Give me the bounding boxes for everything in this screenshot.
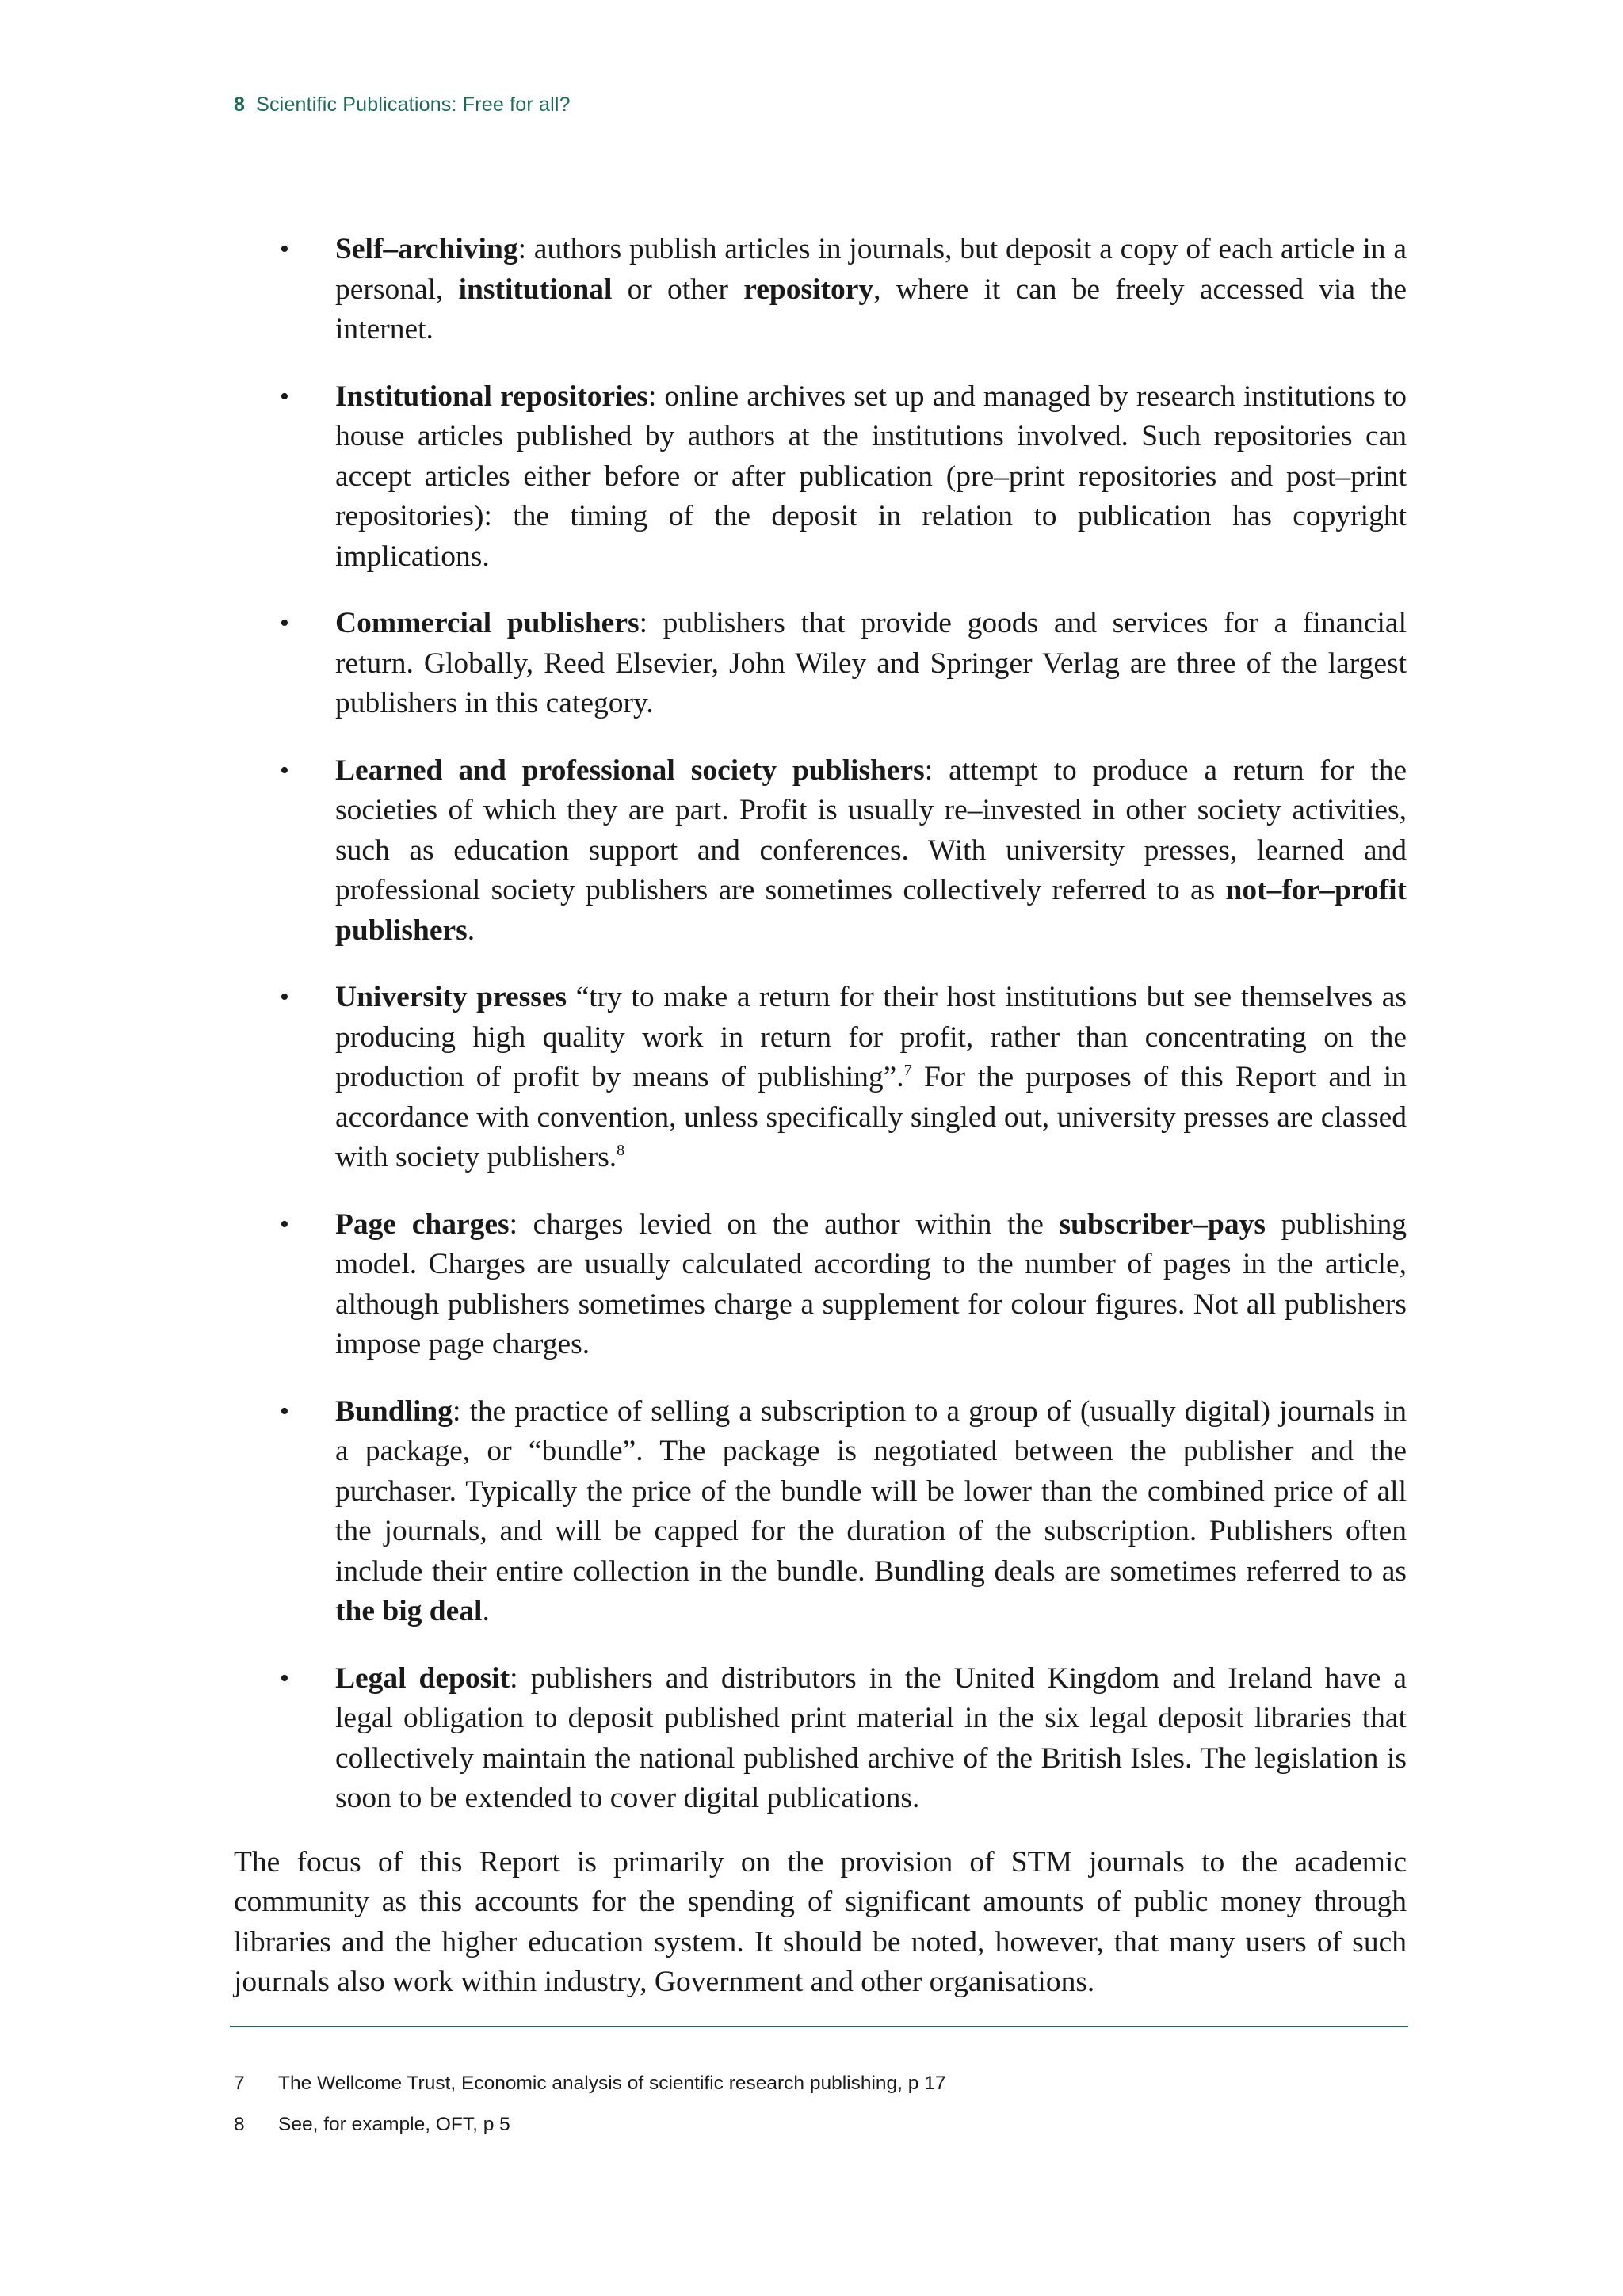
footnotes — [234, 2070, 1407, 2153]
bullet-icon: • — [280, 1663, 289, 1693]
bullet-icon: • — [280, 982, 289, 1012]
footnote-number: 8 — [234, 2114, 245, 2135]
footnote-number: 7 — [234, 2073, 245, 2094]
definition-institutional-repositories: • Institutional repositories: online archives set up and managed by research institutions to house articles published by authors at the institutions involved. Such repositories can accept articles either before or after publication (pre–print repositories and post–print repositories): the timing of the deposit in relation to publication has copyright implications. — [234, 377, 1407, 578]
bullet-icon: • — [280, 235, 289, 264]
main-content — [234, 230, 1407, 2003]
definition-term: Page charges — [335, 1207, 510, 1241]
summary-paragraph: The focus of this Report is primarily on the provision of STM journals to the academic community as this accounts for the spending of significant amounts of public money through libraries and the higher education system. It should be noted, however, that many users of such journals also work within industry, Government and other organisations. — [234, 1845, 1407, 1998]
page-number: 8 — [234, 93, 246, 116]
definition-commercial-publishers: • Commercial publishers: publishers that provide goods and services for a financial return. Globally, Reed Elsevier, John Wiley and Springer Verlag are three of the largest publishers in this category. — [234, 604, 1407, 724]
definition-society-publishers: • Learned and professional society publishers: attempt to produce a return for the societies of which they are part. Profit is usually re–invested in other society activities, such as education support and conferences. With university presses, learned and professional society publishers are sometimes collectively referred to as not–for–profit publishers. — [234, 751, 1407, 952]
definition-legal-deposit: • Legal deposit: publishers and distributors in the United Kingdom and Ireland have a legal obligation to deposit published print material in the six legal deposit libraries that collectively maintain the national published archive of the British Isles. The legislation is soon to be extended to cover digital publications. — [234, 1659, 1407, 1819]
definition-self-archiving: • Self–archiving: authors publish articles in journals, but deposit a copy of each article in a personal, institutional or other repository, where it can be freely accessed via the internet. — [234, 230, 1407, 350]
definition-bundling: • Bundling: the practice of selling a subscription to a group of (usually digital) journals in a package, or “bundle”. The package is negotiated between the publisher and the purchaser. Typically the price of the bundle will be lower than the combined price of all the journals, and will be capped for the duration of the subscription. Publishers often include their entire collection in the bundle. Bundling deals are sometimes referred to as the big deal. — [234, 1392, 1407, 1632]
definition-term: Legal deposit — [335, 1661, 510, 1695]
definition-university-presses: • University presses “try to make a return for their host institutions but see themselves as producing high quality work in return for profit, rather than concentrating on the production of profit by means of publishing”.$^7$ For the purposes of this Report and in accordance with convention, unless specifically singled out, university presses are classed with society publishers.$^8$ — [234, 978, 1407, 1178]
footnote-ref-7[interactable]: 7 — [903, 1062, 912, 1079]
bullet-icon: • — [280, 381, 289, 411]
footnote-divider — [230, 2026, 1408, 2027]
bullet-icon: • — [280, 755, 289, 785]
definition-list — [234, 230, 1407, 1819]
definition-term: Self–archiving — [335, 233, 518, 265]
page-header — [234, 93, 571, 116]
bullet-icon: • — [280, 1396, 289, 1426]
definition-term: Bundling — [335, 1394, 453, 1428]
footnote-text: See, for example, OFT, p 5 — [278, 2114, 510, 2135]
running-title: Scientific Publications: Free for all? — [256, 93, 571, 116]
definition-term: Learned and professional society publishers — [335, 753, 925, 787]
footnote-8 — [234, 2111, 1407, 2138]
bullet-icon: • — [280, 1209, 289, 1239]
definition-page-charges: • Page charges: charges levied on the author within the subscriber–pays publishing model. Charges are usually calculated according to the number of pages in the article, although publishers sometimes charge a supplement for colour figures. Not all publishers impose page charges. — [234, 1205, 1407, 1365]
footnote-ref-8[interactable]: 8 — [617, 1142, 625, 1159]
definition-term: Commercial publishers — [335, 607, 640, 639]
footnote-text: The Wellcome Trust, Economic analysis of scientific research publishing, p 17 — [278, 2073, 946, 2094]
footnote-7 — [234, 2070, 1407, 2097]
bullet-icon: • — [280, 608, 289, 638]
definition-term: University presses — [335, 981, 567, 1013]
definition-term: Institutional repositories — [335, 379, 648, 413]
